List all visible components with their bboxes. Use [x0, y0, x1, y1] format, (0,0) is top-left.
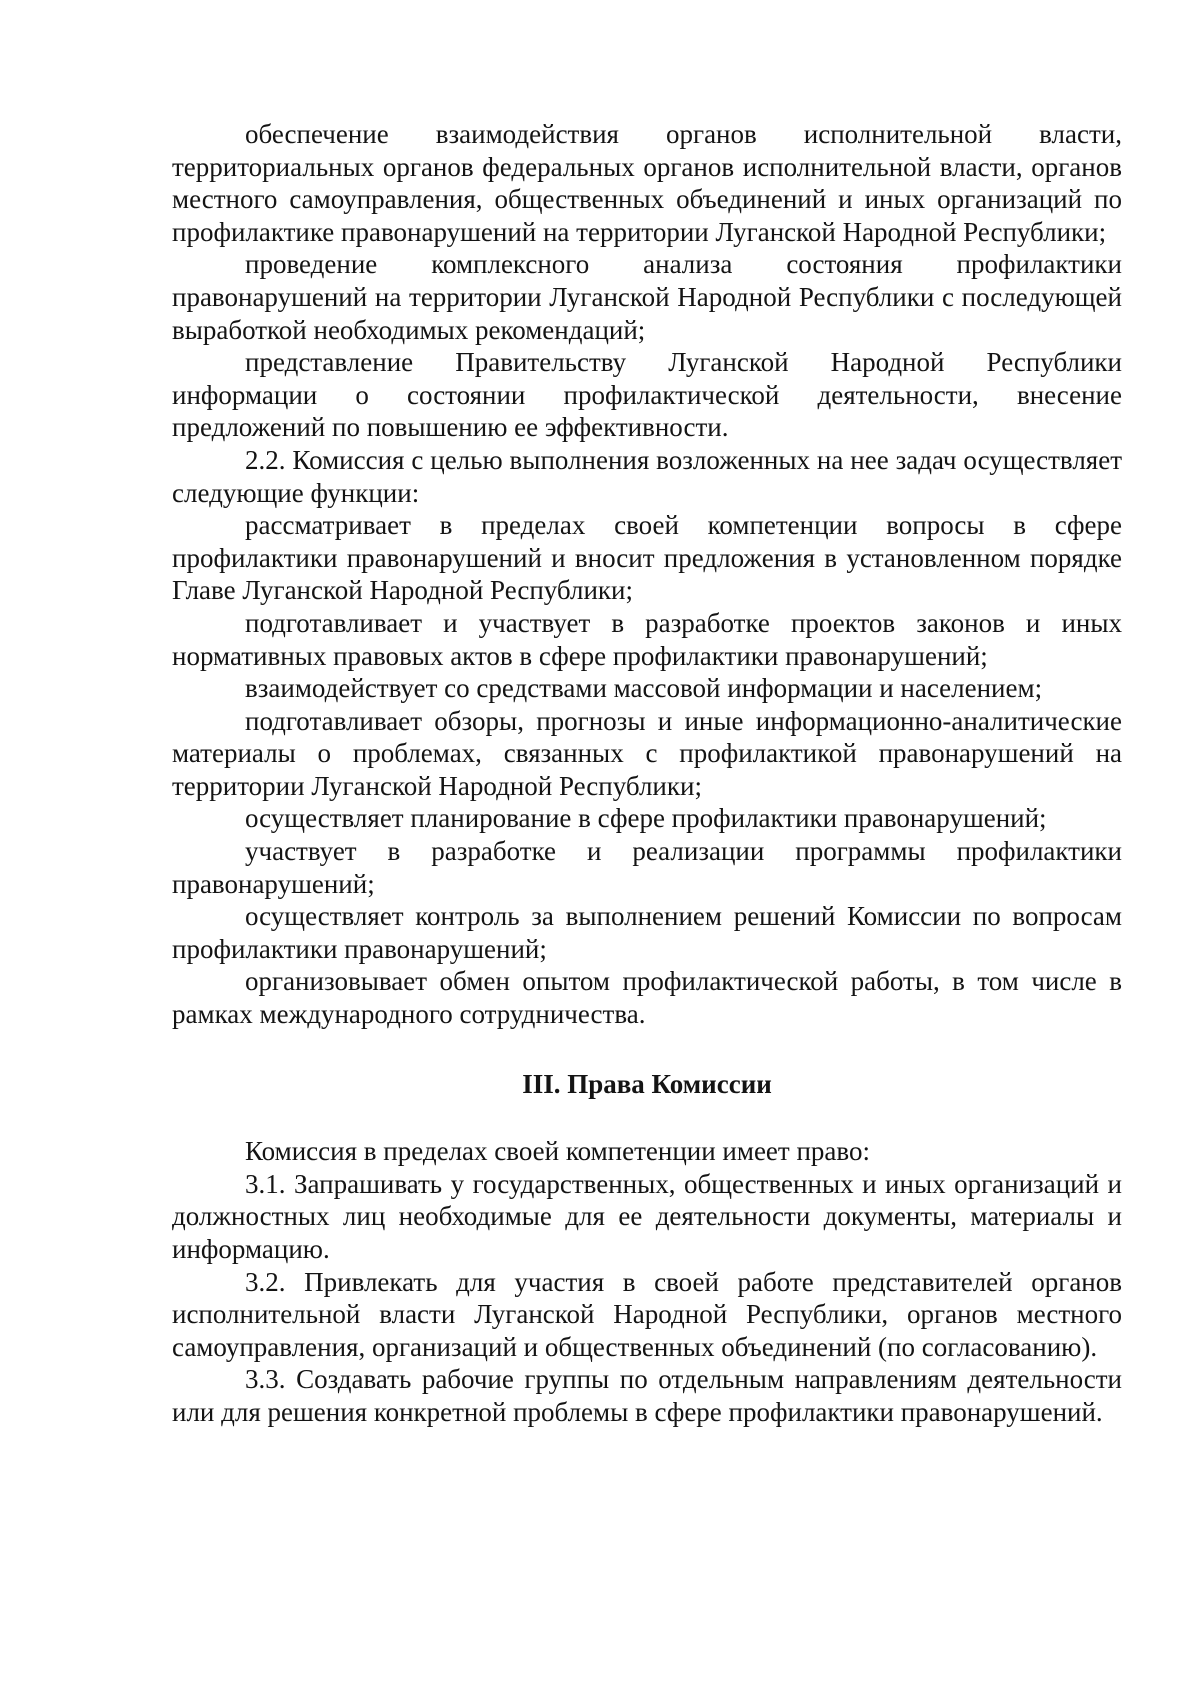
paragraph-considers-questions: рассматривает в пределах своей компетенции вопросы в сфере профилактики правонарушений и вносит предложения в установленном порядке Главе Луганской Народной Республики;	[172, 510, 1122, 606]
paragraph-experience-exchange: организовывает обмен опытом профилактической работы, в том числе в рамках международного сотрудничества.	[172, 966, 1122, 1030]
section-heading: III. Права Комиссии	[522, 1068, 772, 1099]
paragraph-complex-analysis: проведение комплексного анализа состояния профилактики правонарушений на территории Луганской Народной Республики с последующей выработкой необходимых рекомендаций;	[172, 249, 1122, 345]
paragraph-interaction-ensuring: обеспечение взаимодействия органов исполнительной власти, территориальных органов федеральных органов исполнительной власти, органов местного самоуправления, общественных объединений и иных организаций по профилактике правонарушений на территории Луганской Народной Республики;	[172, 119, 1122, 247]
paragraph-rights-intro: Комиссия в пределах своей компетенции имеет право:	[245, 1136, 870, 1167]
paragraph-planning: осуществляет планирование в сфере профилактики правонарушений;	[245, 803, 1047, 834]
paragraph-2-2-functions: 2.2. Комиссия с целью выполнения возложенных на нее задач осуществляет следующие функции:	[172, 444, 1122, 508]
paragraph-3-2-involve: 3.2. Привлекать для участия в своей работе представителей органов исполнительной власти Луганской Народной Республики, органов местного самоуправления, организаций и общественных объединений (по согласованию).	[172, 1266, 1122, 1362]
paragraph-3-1-request: 3.1. Запрашивать у государственных, общественных и иных организаций и должностных лиц необходимые для ее деятельности документы, материалы и информацию.	[172, 1168, 1122, 1264]
paragraph-prepares-laws: подготавливает и участвует в разработке проектов законов и иных нормативных правовых актов в сфере профилактики правонарушений;	[172, 607, 1122, 671]
paragraph-3-3-working-groups: 3.3. Создавать рабочие группы по отдельным направлениям деятельности или для решения конкретной проблемы в сфере профилактики правонарушений.	[172, 1364, 1122, 1427]
paragraph-government-info: представление Правительству Луганской Народной Республики информации о состоянии профилактической деятельности, внесение предложений по повышению ее эффективности.	[172, 347, 1122, 443]
paragraph-control: осуществляет контроль за выполнением решений Комиссии по вопросам профилактики правонарушений;	[172, 901, 1122, 964]
paragraph-program-development: участвует в разработке и реализации программы профилактики правонарушений;	[172, 836, 1122, 899]
document-body	[172, 118, 1122, 1429]
paragraph-analytic-materials: подготавливает обзоры, прогнозы и иные информационно-аналитические материалы о проблемах, связанных с профилактикой правонарушений на территории Луганской Народной Республики;	[172, 705, 1122, 801]
paragraph-media-interaction: взаимодействует со средствами массовой информации и населением;	[245, 673, 1043, 704]
